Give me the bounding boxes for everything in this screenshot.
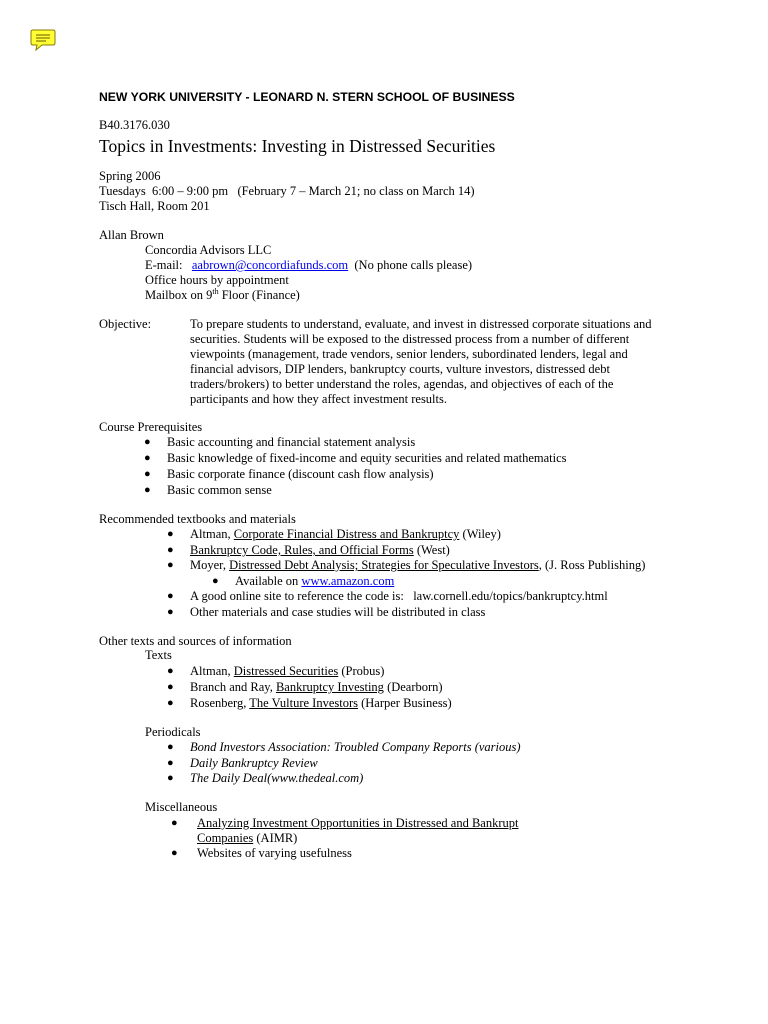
bullet-icon: ● bbox=[144, 452, 151, 464]
bullet-icon: ● bbox=[144, 436, 151, 448]
list-item: Available on www.amazon.com bbox=[235, 574, 395, 588]
objective-line: To prepare students to understand, evaluate, and invest in distressed corporate situations and bbox=[190, 317, 652, 331]
bullet-icon: ● bbox=[167, 606, 174, 618]
bullet-icon: ● bbox=[167, 757, 174, 769]
list-item: Basic common sense bbox=[167, 483, 272, 497]
instructor-name: Allan Brown bbox=[99, 228, 164, 242]
list-item: Bond Investors Association: Troubled Company Reports (various) bbox=[190, 740, 521, 754]
course-title: Topics in Investments: Investing in Distressed Securities bbox=[99, 136, 496, 156]
list-item: The Daily Deal(www.thedeal.com) bbox=[190, 771, 364, 785]
bullet-icon: ● bbox=[167, 544, 174, 556]
class-location: Tisch Hall, Room 201 bbox=[99, 199, 210, 213]
bullet-icon: ● bbox=[167, 559, 174, 571]
bullet-icon: ● bbox=[167, 741, 174, 753]
course-number: B40.3176.030 bbox=[99, 118, 170, 132]
misc-subheading: Miscellaneous bbox=[145, 800, 218, 814]
list-item: Analyzing Investment Opportunities in Distressed and Bankrupt bbox=[197, 816, 519, 830]
bullet-icon: ● bbox=[171, 847, 178, 859]
textbooks-heading: Recommended textbooks and materials bbox=[99, 512, 296, 526]
bullet-icon: ● bbox=[167, 772, 174, 784]
bullet-icon: ● bbox=[167, 665, 174, 677]
comment-note-icon[interactable] bbox=[30, 28, 56, 52]
prerequisites-heading: Course Prerequisites bbox=[99, 420, 203, 434]
texts-subheading: Texts bbox=[145, 648, 172, 662]
bullet-icon: ● bbox=[171, 817, 178, 829]
instructor-email-row bbox=[145, 258, 472, 273]
bullet-icon: ● bbox=[167, 681, 174, 693]
school-heading: NEW YORK UNIVERSITY - LEONARD N. STERN SCHOOL OF BUSINESS bbox=[99, 90, 515, 104]
instructor-firm: Concordia Advisors LLC bbox=[145, 243, 272, 257]
email-note: (No phone calls please) bbox=[354, 258, 473, 272]
bullet-icon: ● bbox=[167, 697, 174, 709]
bullet-icon: ● bbox=[167, 528, 174, 540]
list-item-continued: Companies (AIMR) bbox=[197, 831, 298, 845]
objective-line: securities. Students will be exposed to the distressed process from a number of different bbox=[190, 332, 630, 346]
objective-line: traders/brokers) to better understand the roles, agendas, and objectives of each of the bbox=[190, 377, 614, 391]
amazon-link[interactable]: www.amazon.com bbox=[301, 574, 395, 588]
mailbox: Mailbox on 9th Floor (Finance) bbox=[145, 286, 300, 302]
objective-line: financial advisors, DIP lenders, bankruptcy courts, vulture investors, distressed debt bbox=[190, 362, 610, 376]
list-item: Altman, Distressed Securities (Probus) bbox=[190, 664, 385, 678]
list-item: Basic knowledge of fixed-income and equity securities and related mathematics bbox=[167, 451, 567, 465]
bullet-icon: ● bbox=[144, 484, 151, 496]
list-item: Basic corporate finance (discount cash flow analysis) bbox=[167, 467, 434, 481]
list-item: Basic accounting and financial statement analysis bbox=[167, 435, 416, 449]
other-texts-heading: Other texts and sources of information bbox=[99, 634, 292, 648]
list-item: Altman, Corporate Financial Distress and Bankruptcy (Wiley) bbox=[190, 527, 501, 541]
list-item: Rosenberg, The Vulture Investors (Harper Business) bbox=[190, 696, 452, 710]
objective-label: Objective: bbox=[99, 317, 152, 331]
email-label: E-mail: bbox=[145, 258, 183, 272]
list-item: Moyer, Distressed Debt Analysis; Strategies for Speculative Investors, (J. Ross Publishing) bbox=[190, 558, 646, 572]
bullet-icon: ● bbox=[144, 468, 151, 480]
class-time: Tuesdays 6:00 – 9:00 pm (February 7 – March 21; no class on March 14) bbox=[99, 184, 475, 198]
list-item: Other materials and case studies will be distributed in class bbox=[190, 605, 486, 619]
objective-line: viewpoints (management, trade vendors, senior lenders, subordinated lenders, legal and bbox=[190, 347, 628, 361]
term: Spring 2006 bbox=[99, 169, 161, 183]
list-item: Branch and Ray, Bankruptcy Investing (Dearborn) bbox=[190, 680, 443, 694]
email-link[interactable]: aabrown@concordiafunds.com bbox=[191, 258, 349, 272]
bullet-icon: ● bbox=[167, 590, 174, 602]
list-item: Bankruptcy Code, Rules, and Official Forms (West) bbox=[190, 543, 450, 557]
periodicals-subheading: Periodicals bbox=[145, 725, 201, 739]
office-hours: Office hours by appointment bbox=[145, 273, 289, 287]
list-item: Daily Bankruptcy Review bbox=[190, 756, 318, 770]
list-item: A good online site to reference the code is: law.cornell.edu/topics/bankruptcy.html bbox=[190, 589, 608, 603]
objective-line: participants and how they affect investment results. bbox=[190, 392, 447, 406]
bullet-icon: ● bbox=[212, 575, 219, 587]
list-item: Websites of varying usefulness bbox=[197, 846, 352, 860]
